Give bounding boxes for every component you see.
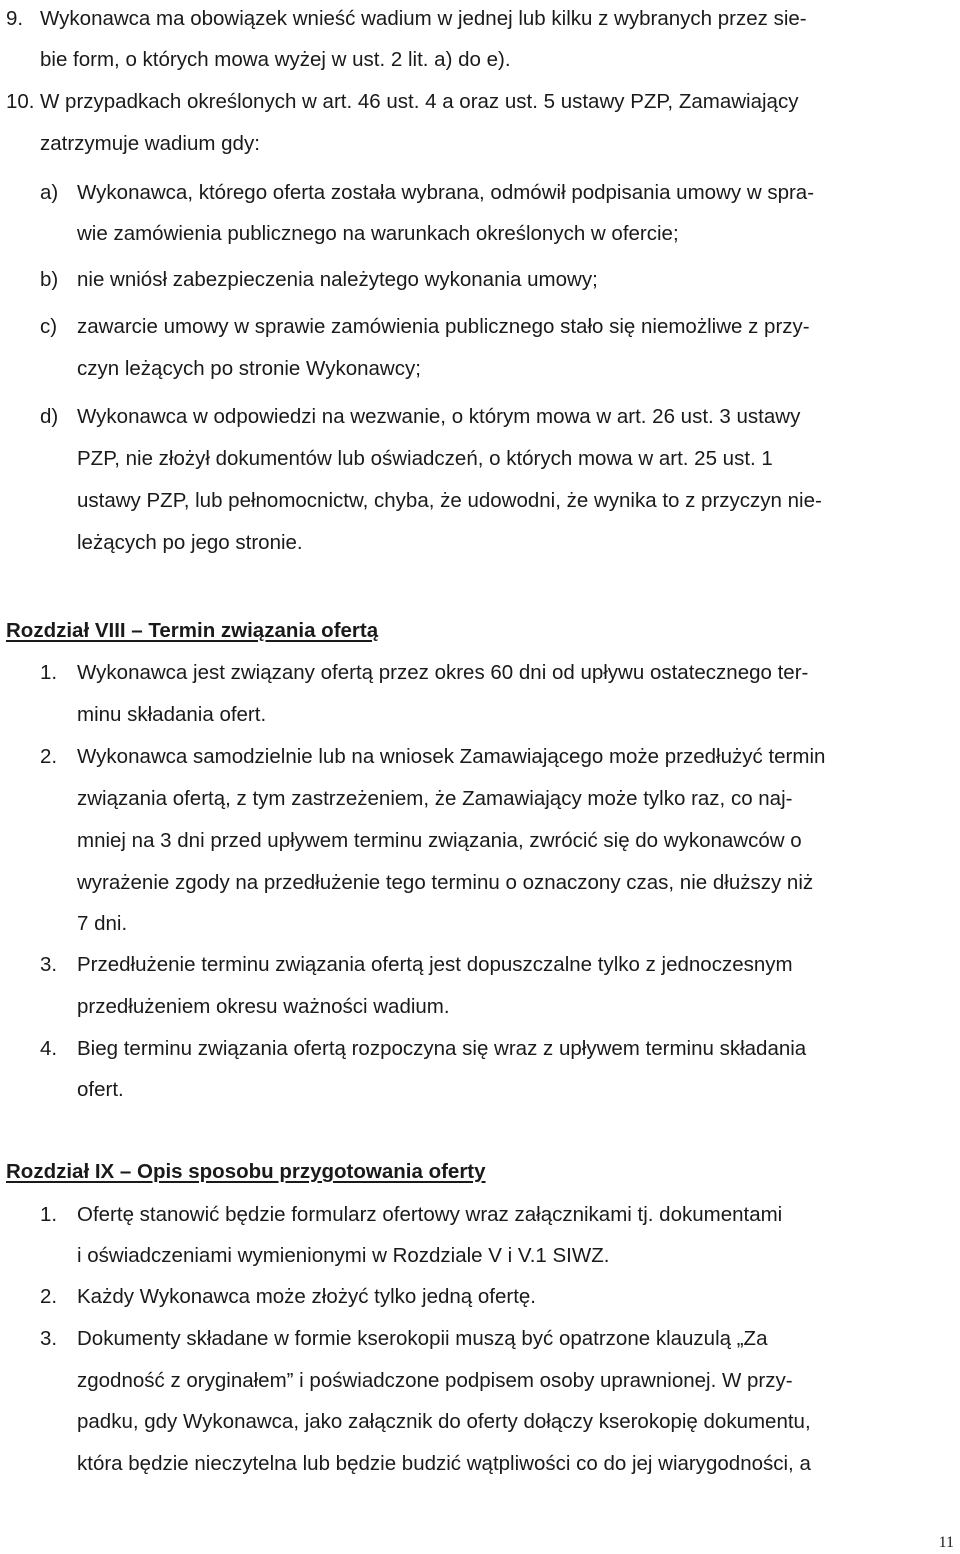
text-line: Bieg terminu związania ofertą rozpoczyna się wraz z upływem terminu składania xyxy=(77,1037,807,1060)
item-number: 2. xyxy=(40,745,58,768)
item-number: 9. xyxy=(6,7,24,30)
item-number: 10. xyxy=(6,90,35,113)
item-number: 4. xyxy=(40,1037,58,1060)
text-line: nie wniósł zabezpieczenia należytego wykonania umowy; xyxy=(77,268,598,291)
text-line: Wykonawca, którego oferta została wybrana, odmówił podpisania umowy w spra- xyxy=(77,181,815,204)
text-line: czyn leżących po stronie Wykonawcy; xyxy=(77,357,421,380)
text-line: Wykonawca w odpowiedzi na wezwanie, o którym mowa w art. 26 ust. 3 ustawy xyxy=(77,405,801,428)
text-line: Dokumenty składane w formie kserokopii muszą być opatrzone klauzulą „Za xyxy=(77,1327,768,1350)
text-line-content: Wykonawca ma obowiązek wnieść wadium w jednej lub kilku z wybranych przez sie- xyxy=(40,7,807,30)
text-line: Przedłużenie terminu związania ofertą jest dopuszczalne tylko z jednoczesnym xyxy=(77,953,793,976)
text-line: Wykonawca samodzielnie lub na wniosek Zamawiającego może przedłużyć termin xyxy=(77,745,826,768)
text-line: Każdy Wykonawca może złożyć tylko jedną ofertę. xyxy=(77,1285,536,1308)
item-number: 1. xyxy=(40,1203,58,1226)
text-line: zawarcie umowy w sprawie zamówienia publicznego stało się niemożliwe z przy- xyxy=(77,315,810,338)
text-line: związania ofertą, z tym zastrzeżeniem, że Zamawiający może tylko raz, co naj- xyxy=(77,787,793,810)
list-label: a) xyxy=(40,181,59,204)
text-line xyxy=(40,7,953,31)
item-number: 3. xyxy=(40,1327,58,1350)
text-line: 7 dni. xyxy=(77,912,128,935)
text-line: W przypadkach określonych w art. 46 ust. 4 a oraz ust. 5 ustawy PZP, Zamawiający xyxy=(40,90,799,113)
page-number: 11 xyxy=(938,1534,954,1551)
text-line: wie zamówienia publicznego na warunkach określonych w ofercie; xyxy=(77,222,679,245)
text-line: wyrażenie zgody na przedłużenie tego terminu o oznaczony czas, nie dłuższy niż xyxy=(77,871,814,894)
chapter-heading: Rozdział VIII – Termin związania ofertą xyxy=(6,619,379,642)
text-line: ustawy PZP, lub pełnomocnictw, chyba, że udowodni, że wynika to z przyczyn nie- xyxy=(77,489,822,512)
text-line: leżących po jego stronie. xyxy=(77,531,303,554)
text-line: Wykonawca jest związany ofertą przez okres 60 dni od upływu ostatecznego ter- xyxy=(77,661,809,684)
item-number: 2. xyxy=(40,1285,58,1308)
text-line: i oświadczeniami wymienionymi w Rozdziale V i V.1 SIWZ. xyxy=(77,1244,610,1267)
list-label: d) xyxy=(40,405,59,428)
text-line: PZP, nie złożył dokumentów lub oświadczeń, o których mowa w art. 25 ust. 1 xyxy=(77,447,773,470)
text-line: ofert. xyxy=(77,1078,124,1101)
text-line: bie form, o których mowa wyżej w ust. 2 lit. a) do e). xyxy=(40,48,511,71)
text-line: padku, gdy Wykonawca, jako załącznik do oferty dołączy kserokopię dokumentu, xyxy=(77,1410,811,1433)
item-number: 3. xyxy=(40,953,58,976)
text-line: zatrzymuje wadium gdy: xyxy=(40,132,260,155)
item-number: 1. xyxy=(40,661,58,684)
text-line: która będzie nieczytelna lub będzie budzić wątpliwości co do jej wiarygodności, a xyxy=(77,1452,811,1475)
text-line: zgodność z oryginałem” i poświadczone podpisem osoby uprawnionej. W przy- xyxy=(77,1369,793,1392)
list-label: b) xyxy=(40,268,59,291)
text-line: mniej na 3 dni przed upływem terminu związania, zwrócić się do wykonawców o xyxy=(77,829,802,852)
list-label: c) xyxy=(40,315,58,338)
chapter-heading: Rozdział IX – Opis sposobu przygotowania oferty xyxy=(6,1160,486,1183)
text-line: Ofertę stanowić będzie formularz ofertowy wraz załącznikami tj. dokumentami xyxy=(77,1203,783,1226)
text-line: minu składania ofert. xyxy=(77,703,267,726)
text-line: przedłużeniem okresu ważności wadium. xyxy=(77,995,450,1018)
